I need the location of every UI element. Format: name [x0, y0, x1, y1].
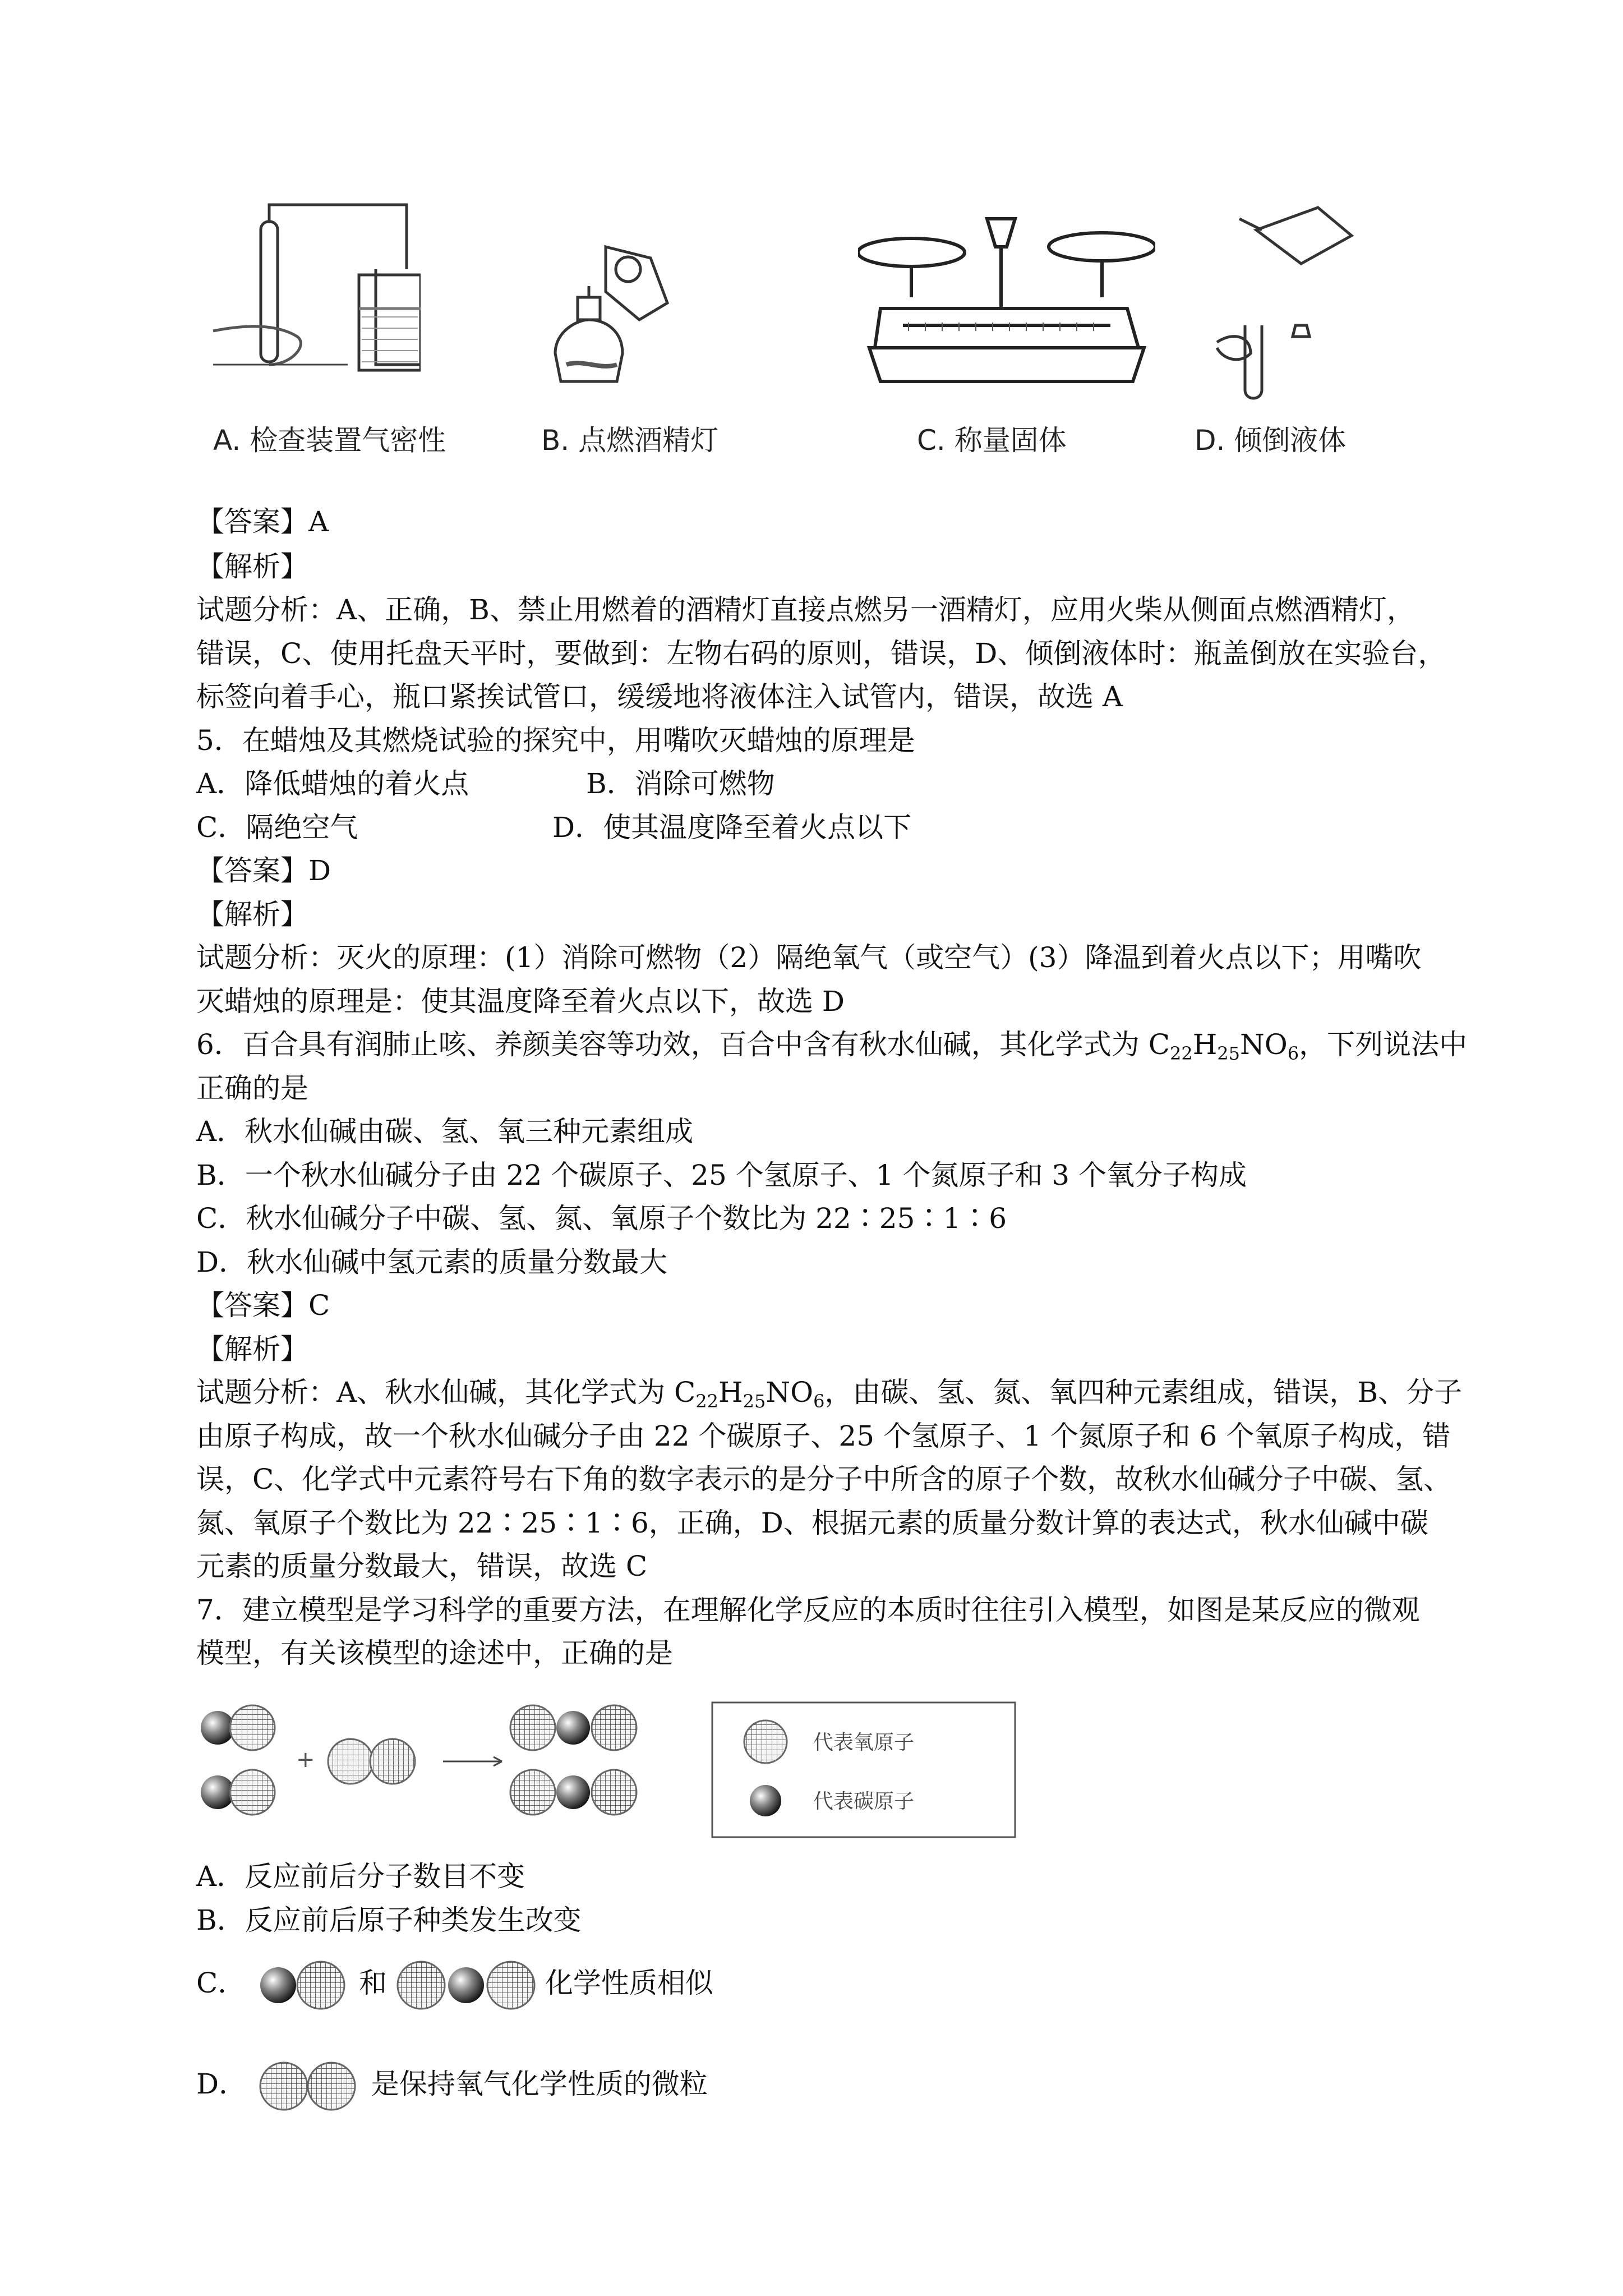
q6-option-a: A．秋水仙碱由碳、氢、氧三种元素组成: [196, 1115, 694, 1148]
q6-option-c: C．秋水仙碱分子中碳、氢、氮、氧原子个数比为 22∶25∶1∶6: [196, 1202, 1007, 1235]
q6-analysis-line: [196, 1375, 1462, 1418]
q6-stem-line2: 正确的是: [196, 1072, 308, 1105]
formula-sub: 25: [743, 1391, 766, 1412]
oxygen-atom: [328, 1739, 373, 1784]
q5-analysis-label: 【解析】: [196, 898, 308, 931]
q6-analysis-line: 由原子构成，故一个秋水仙碱分子由 22 个碳原子、25 个氢原子、1 个氮原子和 6 个氧原子构成，错: [196, 1420, 1451, 1452]
oxygen-atom: [510, 1705, 555, 1750]
o2-molecule-icon: [256, 2058, 362, 2114]
formula-part: H: [718, 1376, 743, 1409]
option-a-caption: A. 检查装置气密性: [213, 424, 446, 457]
q7-option-c: [196, 1955, 713, 2011]
oxygen-atom: [510, 1770, 555, 1815]
formula-sub: 22: [1169, 1043, 1193, 1064]
q7-option-d: [196, 2056, 708, 2112]
option-c-caption: C. 称量固体: [917, 424, 1067, 457]
q6-analysis-line: 元素的质量分数最大，错误，故选 C: [196, 1550, 648, 1582]
co-molecule-icon: [255, 1957, 350, 2013]
q4-analysis-line: 标签向着手心，瓶口紧挨试管口，缓缓地将液体注入试管内，错误，故选 A: [196, 680, 1123, 713]
oxygen-atom: [230, 1705, 275, 1750]
oxygen-atom: [592, 1770, 637, 1815]
figure-alcohol-lamp: [538, 224, 695, 398]
figure-balance: [858, 213, 1155, 398]
q4-answer: 【答案】A: [196, 505, 329, 538]
q4-analysis-line: 试题分析：A、正确，B、禁止用燃着的酒精灯直接点燃另一酒精灯，应用火柴从侧面点燃酒精灯，: [196, 593, 1415, 626]
q6-analysis-text: ，由碳、氢、氮、氧四种元素组成，错误，B、分子: [824, 1376, 1463, 1409]
legend-oxygen-icon: [744, 1720, 787, 1763]
q5-answer: 【答案】D: [196, 854, 331, 887]
q5-option-a: A．降低蜡烛的着火点: [196, 767, 469, 800]
formula-sub: 22: [695, 1391, 718, 1412]
formula-sub: 25: [1217, 1043, 1241, 1064]
q7-stem-line: 7．建立模型是学习科学的重要方法，在理解化学反应的本质时往往引入模型，如图是某反应的微观: [196, 1594, 1420, 1626]
q5-option-b: B．消除可燃物: [586, 767, 775, 800]
oxygen-atom: [370, 1739, 415, 1784]
formula-sub: 6: [1287, 1043, 1299, 1064]
q4-analysis-line: 错误，C、使用托盘天平时，要做到：左物右码的原则，错误，D、倾倒液体时：瓶盖倒放在实验台，: [196, 637, 1446, 670]
q7-option-b: B．反应前后原子种类发生改变: [196, 1904, 582, 1936]
figure-pouring-liquid: [1206, 196, 1385, 404]
q7-option-c-label: C．: [196, 1967, 246, 1999]
formula-part: NO: [766, 1376, 814, 1409]
formula-sub: 6: [813, 1391, 825, 1412]
legend-oxygen-label: 代表氧原子: [813, 1731, 915, 1754]
option-d-caption: D. 倾倒液体: [1195, 424, 1347, 457]
q6-answer: 【答案】C: [196, 1289, 330, 1322]
q7-option-d-label: D．: [196, 2068, 247, 2100]
q7-option-d-text: 是保持氧气化学性质的微粒: [371, 2068, 708, 2100]
q7-option-c-mid: 和: [359, 1967, 388, 1999]
formula-part: NO: [1240, 1028, 1288, 1061]
q6-analysis-line: 误，C、化学式中元素符号右下角的数字表示的是分子中所含的原子个数，故秋水仙碱分子中碳、氢、: [196, 1463, 1452, 1496]
q6-stem: [196, 1028, 1467, 1070]
q5-stem: 5．在蜡烛及其燃烧试验的探究中，用嘴吹灭蜡烛的原理是: [196, 724, 915, 757]
q5-option-c: C．隔绝空气: [196, 811, 358, 844]
q4-analysis-label: 【解析】: [196, 550, 308, 583]
q5-option-d: D．使其温度降至着火点以下: [552, 811, 912, 844]
q6-stem-text: 6．百合具有润肺止咳、养颜美容等功效，百合中含有秋水仙碱，其化学式为 C: [196, 1028, 1170, 1061]
oxygen-atom: [592, 1705, 637, 1750]
q6-analysis-label: 【解析】: [196, 1333, 308, 1365]
q7-option-c-text: 化学性质相似: [545, 1967, 713, 1999]
plus-sign: +: [296, 1747, 315, 1773]
q7-option-a: A．反应前后分子数目不变: [196, 1860, 525, 1893]
q6-option-b: B．一个秋水仙碱分子由 22 个碳原子、25 个氢原子、1 个氮原子和 3 个氧分子构成: [196, 1159, 1247, 1191]
figure-airtightness: [208, 196, 421, 404]
q5-analysis-line: 灭蜡烛的原理是：使其温度降至着火点以下，故选 D: [196, 985, 845, 1018]
q7-stem-line: 模型，有关该模型的途述中，正确的是: [196, 1637, 673, 1669]
q6-stem-text: ，下列说法中: [1299, 1028, 1468, 1061]
carbon-atom: [556, 1711, 590, 1745]
formula-part: H: [1192, 1028, 1218, 1061]
legend-carbon-icon: [750, 1785, 781, 1816]
reaction-model-diagram: [196, 1694, 1026, 1846]
q5-analysis-line: 试题分析：灭火的原理：(1）消除可燃物（2）隔绝氧气（或空气）(3）降温到着火点以下；用嘴吹: [196, 941, 1422, 974]
option-b-caption: B. 点燃酒精灯: [541, 424, 719, 457]
oxygen-atom: [230, 1770, 275, 1815]
q6-option-d: D．秋水仙碱中氢元素的质量分数最大: [196, 1246, 668, 1278]
q6-analysis-text: 试题分析：A、秋水仙碱，其化学式为 C: [196, 1376, 696, 1409]
carbon-atom: [556, 1775, 590, 1809]
co2-molecule-icon: [396, 1957, 536, 2013]
legend-carbon-label: 代表碳原子: [813, 1790, 915, 1813]
q6-analysis-line: 氮、氧原子个数比为 22∶25∶1∶6，正确，D、根据元素的质量分数计算的表达式，秋水仙碱中碳: [196, 1507, 1428, 1539]
